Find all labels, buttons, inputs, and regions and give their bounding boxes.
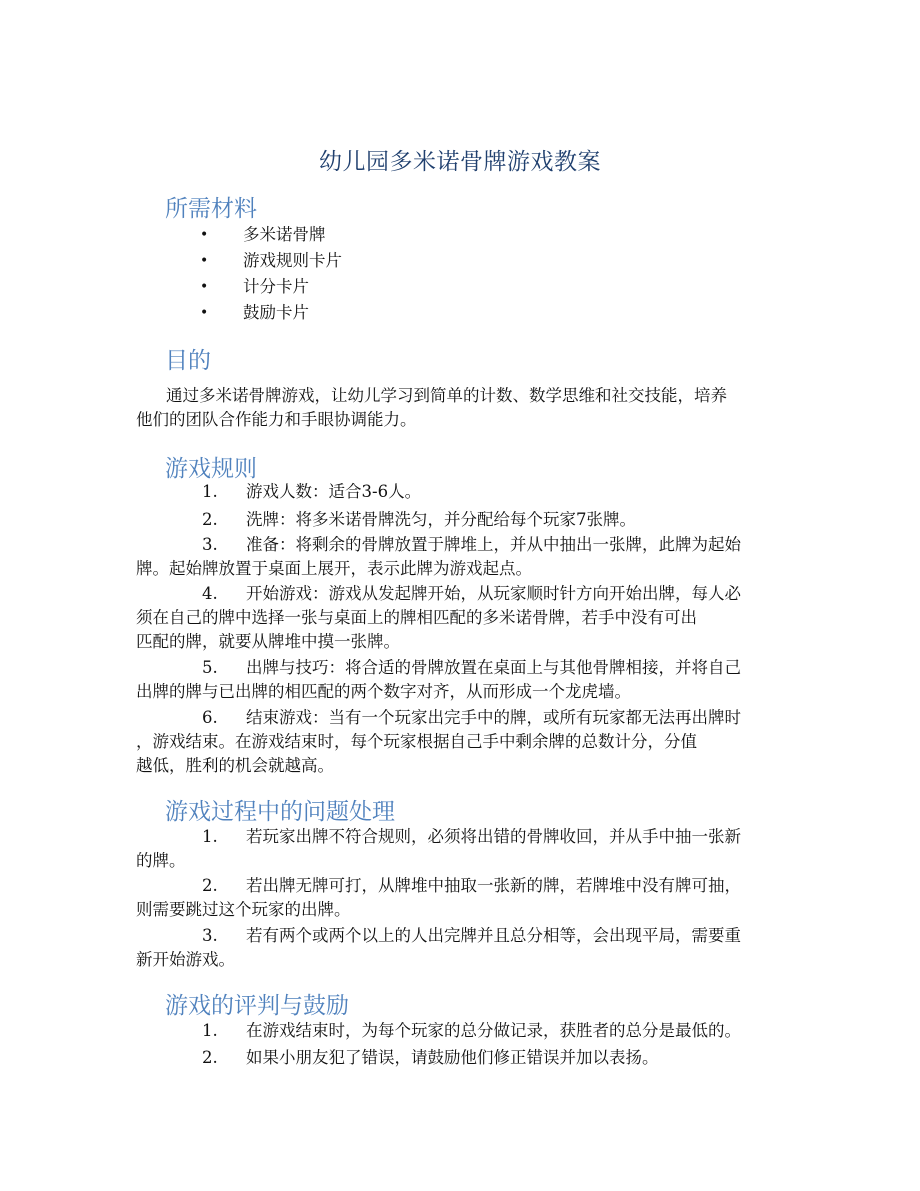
rule-item: 1. 游戏人数：适合3-6人。 [202, 482, 422, 501]
purpose-heading: 目的 [165, 348, 211, 374]
bullet-icon: • [200, 305, 209, 321]
list-item: • 多米诺骨牌 [0, 222, 920, 248]
evaluation-item: 1. 在游戏结束时，为每个玩家的总分做记录，获胜者的总分是最低的。 [202, 1021, 741, 1040]
materials-list [0, 222, 920, 326]
rule-item: 4. 开始游戏：游戏从发起牌开始，从玩家顺时针方向开始出牌，每人必 须在自己的牌中选择一张与桌面上的牌相匹配的多米诺骨牌，若手中没有可出 匹配的牌，就要从牌堆中摸一张牌。 [136, 584, 741, 651]
bullet-icon: • [200, 227, 209, 243]
rule-item: 5. 出牌与技巧：将合适的骨牌放置在桌面上与其他骨牌相接，并将自己 出牌的牌与已出牌的相匹配的两个数字对齐，从而形成一个龙虎墙。 [136, 658, 741, 701]
list-item: • 鼓励卡片 [0, 300, 920, 326]
evaluation-item: 2. 如果小朋友犯了错误，请鼓励他们修正错误并加以表扬。 [202, 1048, 659, 1067]
problems-heading: 游戏过程中的问题处理 [165, 799, 395, 825]
document-title: 幼儿园多米诺骨牌游戏教案 [319, 149, 601, 175]
materials-heading: 所需材料 [165, 196, 257, 222]
list-item: • 计分卡片 [0, 274, 920, 300]
purpose-paragraph: 通过多米诺骨牌游戏，让幼儿学习到简单的计数、数学思维和社交技能，培养 他们的团队合作能力和手眼协调能力。 [136, 386, 727, 429]
rule-item: 6. 结束游戏：当有一个玩家出完手中的牌，或所有玩家都无法再出牌时 ，游戏结束。在游戏结束时，每个玩家根据自己手中剩余牌的总数计分，分值 越低，胜利的机会就越高。 [136, 708, 741, 775]
problem-item: 2. 若出牌无牌可打，从牌堆中抽取一张新的牌，若牌堆中没有牌可抽， 则需要跳过这个玩家的出牌。 [136, 876, 741, 919]
rules-heading: 游戏规则 [165, 456, 257, 482]
bullet-icon: • [200, 253, 209, 269]
problem-item: 3. 若有两个或两个以上的人出完牌并且总分相等，会出现平局，需要重 新开始游戏。 [136, 926, 741, 969]
rule-item: 3. 准备：将剩余的骨牌放置于牌堆上，并从中抽出一张牌，此牌为起始 牌。起始牌放置于桌面上展开，表示此牌为游戏起点。 [136, 535, 741, 578]
bullet-icon: • [200, 279, 209, 295]
rule-item: 2. 洗牌：将多米诺骨牌洗匀，并分配给每个玩家7张牌。 [202, 510, 636, 529]
list-item: • 游戏规则卡片 [0, 248, 920, 274]
evaluation-heading: 游戏的评判与鼓励 [165, 993, 349, 1019]
problem-item: 1. 若玩家出牌不符合规则，必须将出错的骨牌收回，并从手中抽一张新 的牌。 [136, 827, 741, 870]
